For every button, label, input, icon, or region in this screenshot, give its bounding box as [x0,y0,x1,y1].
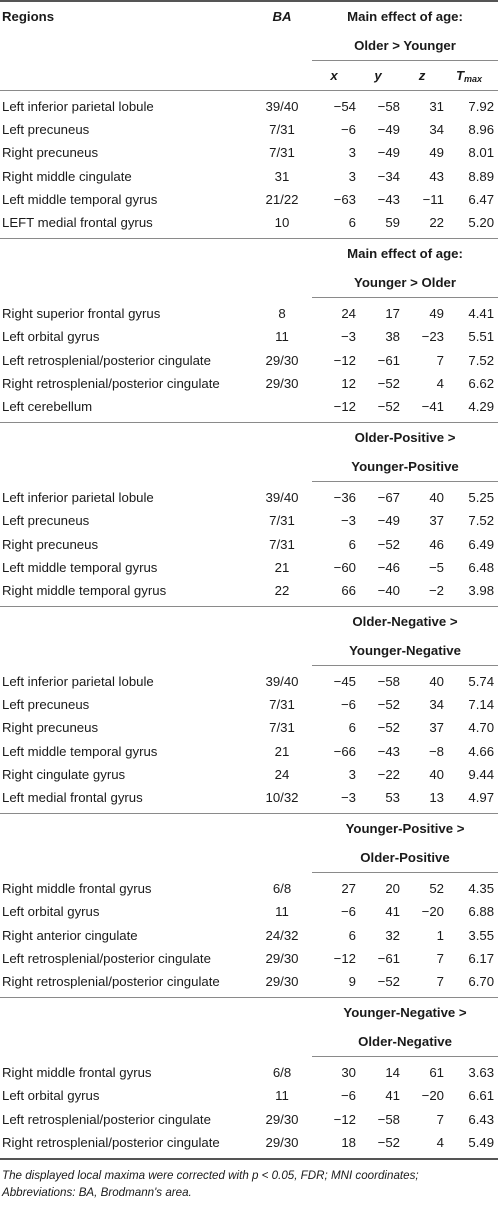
ba-cell: 7/31 [269,122,295,138]
header-t: T [455,67,465,83]
ba-cell: 7/31 [269,536,295,552]
region-cell: Left precuneus [2,697,90,713]
tmax-cell: 4.66 [468,743,495,759]
tmax-cell: 9.44 [468,766,495,782]
section-title-3-line-0: Older-Negative > [312,607,498,637]
y-cell: −52 [377,697,400,713]
spacer-cell [0,1027,312,1057]
x-cell: 9 [348,973,356,989]
table-row [0,118,498,141]
tmax-cell: 6.62 [468,375,495,391]
tmax-cell: 5.51 [468,329,495,345]
header-row [0,1,498,31]
y-cell: 14 [385,1065,400,1081]
spacer-cell [0,814,312,844]
y-cell: 41 [385,1088,400,1104]
ba-cell [252,395,312,418]
region-cell: Left orbital gyrus [2,904,100,920]
region-cell: Left inferior parietal lobule [2,490,154,506]
table-row [0,141,498,164]
y-cell: −43 [377,743,400,759]
tmax-cell: 4.70 [468,720,495,736]
region-cell: Left medial frontal gyrus [2,790,143,806]
z-cell: −5 [428,559,444,575]
z-cell: 34 [429,122,444,138]
y-cell: 53 [385,790,400,806]
ba-cell: 24 [274,766,290,782]
tmax-cell: 5.74 [468,674,495,690]
table-row [0,95,498,118]
section-title-4-line-1: Older-Positive [312,843,498,873]
region-cell: Right retrosplenial/posterior cingulate [2,375,220,391]
x-cell: 3 [348,766,356,782]
header-subrow [0,31,498,61]
coord-header-row [0,61,498,91]
tmax-cell: 4.97 [468,790,495,806]
table-row [0,372,498,395]
y-cell: −34 [377,168,400,184]
y-cell: −49 [377,145,400,161]
z-cell: 13 [429,790,444,806]
y-cell: −61 [377,352,400,368]
table-row [0,1107,498,1130]
z-cell: 40 [429,766,444,782]
header-y: y [356,61,400,91]
ba-cell: 22 [274,582,290,598]
x-cell: −3 [340,329,356,345]
x-cell: −3 [340,790,356,806]
tmax-cell: 3.55 [468,927,495,943]
z-cell: 52 [429,881,444,897]
ba-cell: 24/32 [265,927,299,943]
z-cell: −2 [428,582,444,598]
tmax-cell: 7.14 [468,697,495,713]
z-cell: −41 [421,398,444,414]
table-row [0,786,498,809]
y-cell: −52 [377,720,400,736]
spacer-cell [0,268,312,298]
x-cell: −36 [333,490,356,506]
z-cell: 7 [436,352,444,368]
table-row [0,1131,498,1154]
table-row [0,1061,498,1084]
y-cell: −40 [377,582,400,598]
y-cell: −46 [377,559,400,575]
z-cell: 4 [436,375,444,391]
table-row [0,349,498,372]
region-cell: Right middle cingulate [2,168,132,184]
gap-cell [0,1154,498,1159]
z-cell: 37 [429,720,444,736]
x-cell: 3 [348,145,356,161]
ba-cell: 7/31 [269,513,295,529]
region-cell: Left orbital gyrus [2,1088,100,1104]
table-row [0,670,498,693]
ba-cell: 7/31 [269,720,295,736]
y-cell: 17 [385,306,400,322]
x-cell: −45 [333,674,356,690]
z-cell: 4 [436,1134,444,1150]
z-cell: 43 [429,168,444,184]
x-cell: −12 [333,352,356,368]
ba-cell: 11 [275,904,289,920]
y-cell: −52 [377,398,400,414]
y-cell: −58 [377,1111,400,1127]
y-cell: −49 [377,513,400,529]
table-row [0,211,498,234]
section-title-0-line-0: Main effect of age: [312,1,498,31]
spacer-cell [0,452,312,482]
table-row [0,970,498,993]
tmax-cell: 6.43 [468,1111,495,1127]
header-t-sub: max [464,73,483,84]
tmax-cell: 6.48 [468,559,495,575]
region-cell: Right anterior cingulate [2,927,138,943]
z-cell: 49 [429,306,444,322]
z-cell: −8 [428,743,444,759]
x-cell: −6 [340,697,356,713]
y-cell: −61 [377,950,400,966]
header-ba: BA [252,1,312,31]
z-cell: 22 [429,215,444,231]
section-title-1-line-0: Main effect of age: [312,239,498,269]
section-title-2-line-1: Younger-Positive [312,452,498,482]
z-cell: 46 [429,536,444,552]
footnote: The displayed local maxima were corrected with p < 0.05, FDR; MNI coordinates; Abbreviations: BA, Brodmann's area. [2,1168,419,1199]
z-cell: −20 [421,904,444,920]
spacer-cell [0,423,312,453]
region-cell: Left retrosplenial/posterior cingulate [2,352,211,368]
region-cell: Right retrosplenial/posterior cingulate [2,1134,220,1150]
z-cell: 61 [429,1065,444,1081]
region-cell: Right superior frontal gyrus [2,306,161,322]
region-cell: Left retrosplenial/posterior cingulate [2,950,211,966]
section-title-row [0,452,498,482]
ba-cell: 39/40 [265,674,299,690]
spacer-cell [0,636,312,666]
region-cell: Left precuneus [2,122,90,138]
region-cell: Right precuneus [2,720,99,736]
region-cell: Left inferior parietal lobule [2,99,154,115]
header-regions: Regions [0,1,252,31]
section-title-row [0,1027,498,1057]
ba-cell: 29/30 [265,1134,299,1150]
section-title-5-line-0: Younger-Negative > [312,998,498,1028]
ba-cell: 8 [278,306,286,322]
region-cell: Right precuneus [2,536,99,552]
tmax-cell: 4.35 [468,881,495,897]
tmax-cell: 3.98 [468,582,495,598]
z-cell: 40 [429,490,444,506]
z-cell: 37 [429,513,444,529]
region-cell: Left middle temporal gyrus [2,743,158,759]
region-cell: Right precuneus [2,145,99,161]
region-cell: Left inferior parietal lobule [2,674,154,690]
tmax-cell: 6.47 [468,191,495,207]
x-cell: 30 [341,1065,356,1081]
tmax-cell: 5.49 [468,1134,495,1150]
x-cell: −54 [333,99,356,115]
z-cell: 7 [436,950,444,966]
x-cell: −12 [333,398,356,414]
ba-cell: 11 [275,329,289,345]
tmax-cell: 6.70 [468,973,495,989]
z-cell: 34 [429,697,444,713]
x-cell: 27 [341,881,356,897]
x-cell: −6 [340,904,356,920]
table-row [0,325,498,348]
ba-cell: 21/22 [265,191,299,207]
region-cell: Left middle temporal gyrus [2,191,158,207]
ba-cell: 39/40 [265,99,299,115]
section-title-row [0,268,498,298]
ba-cell: 29/30 [265,973,299,989]
y-cell: 32 [385,927,400,943]
tmax-cell: 8.89 [468,168,495,184]
section-title-row [0,814,498,844]
x-cell: −63 [333,191,356,207]
ba-cell: 31 [274,168,290,184]
table-row [0,579,498,602]
tmax-cell: 7.52 [468,352,495,368]
x-cell: −6 [340,122,356,138]
region-cell: Right middle temporal gyrus [2,582,167,598]
section-title-row [0,423,498,453]
x-cell: 24 [341,306,356,322]
region-cell: Left middle temporal gyrus [2,559,158,575]
ba-cell: 10/32 [265,790,299,806]
ba-cell: 10 [274,215,290,231]
section-title-1-line-1: Younger > Older [312,268,498,298]
tmax-cell: 6.61 [468,1088,495,1104]
header-z: z [400,61,444,91]
y-cell: −49 [377,122,400,138]
tmax-cell: 6.17 [468,950,495,966]
y-cell: 38 [385,329,400,345]
tmax-cell: 7.52 [468,513,495,529]
region-cell: Right middle frontal gyrus [2,1065,152,1081]
tmax-cell: 5.20 [468,215,495,231]
ba-cell: 7/31 [269,697,295,713]
region-cell: Right cingulate gyrus [2,766,126,782]
tmax-cell: 7.92 [468,99,495,115]
z-cell: 31 [429,99,444,115]
region-cell: LEFT medial frontal gyrus [2,215,153,231]
table-row [0,556,498,579]
gap-row [0,1154,498,1159]
table-row [0,924,498,947]
table-row [0,532,498,555]
ba-cell: 29/30 [265,352,299,368]
ba-cell: 21 [274,559,290,575]
table-row [0,693,498,716]
region-cell: Left cerebellum [2,398,93,414]
table-row [0,947,498,970]
header-tmax [444,61,498,91]
y-cell: −43 [377,191,400,207]
table-row [0,509,498,532]
y-cell: −52 [377,375,400,391]
z-cell: −20 [421,1088,444,1104]
tmax-cell: 8.01 [468,145,495,161]
y-cell: 59 [385,215,400,231]
ba-cell: 29/30 [265,950,299,966]
z-cell: −23 [421,329,444,345]
table-row [0,900,498,923]
x-cell: 6 [348,927,356,943]
table-row [0,302,498,325]
section-title-row [0,239,498,269]
x-cell: 66 [341,582,356,598]
table-row [0,716,498,739]
table-row [0,1084,498,1107]
spacer-cell [0,998,312,1028]
table-row [0,763,498,786]
ba-cell: 11 [275,1088,289,1104]
x-cell: −3 [340,513,356,529]
section-title-row [0,998,498,1028]
ba-cell: 21 [274,743,290,759]
y-cell: −52 [377,1134,400,1150]
section-title-0-line-1: Older > Younger [312,31,498,61]
section-title-3-line-1: Younger-Negative [312,636,498,666]
z-cell: 40 [429,674,444,690]
z-cell: 7 [436,973,444,989]
x-cell: −60 [333,559,356,575]
x-cell: −66 [333,743,356,759]
x-cell: 3 [348,168,356,184]
section-title-row [0,843,498,873]
y-cell: −67 [377,490,400,506]
region-cell: Left retrosplenial/posterior cingulate [2,1111,211,1127]
tmax-cell: 6.88 [468,904,495,920]
section-title-row [0,607,498,637]
ba-cell: 6/8 [272,881,292,897]
table-row [0,188,498,211]
ba-cell: 29/30 [265,375,299,391]
tmax-cell: 4.29 [468,398,495,414]
section-title-5-line-1: Older-Negative [312,1027,498,1057]
x-cell: −6 [340,1088,356,1104]
region-cell: Right retrosplenial/posterior cingulate [2,973,220,989]
ba-cell: 39/40 [265,490,299,506]
region-cell: Left orbital gyrus [2,329,100,345]
y-cell: 41 [385,904,400,920]
section-title-row [0,636,498,666]
y-cell: −52 [377,536,400,552]
region-cell: Left precuneus [2,513,90,529]
tmax-cell: 6.49 [468,536,495,552]
table-row [0,395,498,418]
header-x: x [312,61,356,91]
table-row [0,486,498,509]
x-cell: 6 [348,215,356,231]
y-cell: −22 [377,766,400,782]
x-cell: 12 [341,375,356,391]
x-cell: 18 [341,1134,356,1150]
table-row [0,877,498,900]
tmax-cell: 5.25 [468,490,495,506]
y-cell: −52 [377,973,400,989]
z-cell: 7 [436,1111,444,1127]
tmax-cell: 3.63 [468,1065,495,1081]
table-row [0,165,498,188]
x-cell: −12 [333,1111,356,1127]
z-cell: 1 [436,927,444,943]
x-cell: 6 [348,536,356,552]
ba-cell: 6/8 [272,1065,292,1081]
x-cell: −12 [333,950,356,966]
tmax-cell: 8.96 [468,122,495,138]
spacer-cell [0,239,312,269]
section-title-4-line-0: Younger-Positive > [312,814,498,844]
ba-cell: 29/30 [265,1111,299,1127]
spacer-cell [0,607,312,637]
spacer-cell [0,843,312,873]
ba-cell: 7/31 [269,145,295,161]
y-cell: −58 [377,99,400,115]
table-row [0,740,498,763]
region-cell: Right middle frontal gyrus [2,881,152,897]
y-cell: 20 [385,881,400,897]
section-title-2-line-0: Older-Positive > [312,423,498,453]
z-cell: 49 [429,145,444,161]
y-cell: −58 [377,674,400,690]
z-cell: −11 [422,191,444,207]
x-cell: 6 [348,720,356,736]
tmax-cell: 4.41 [468,306,495,322]
